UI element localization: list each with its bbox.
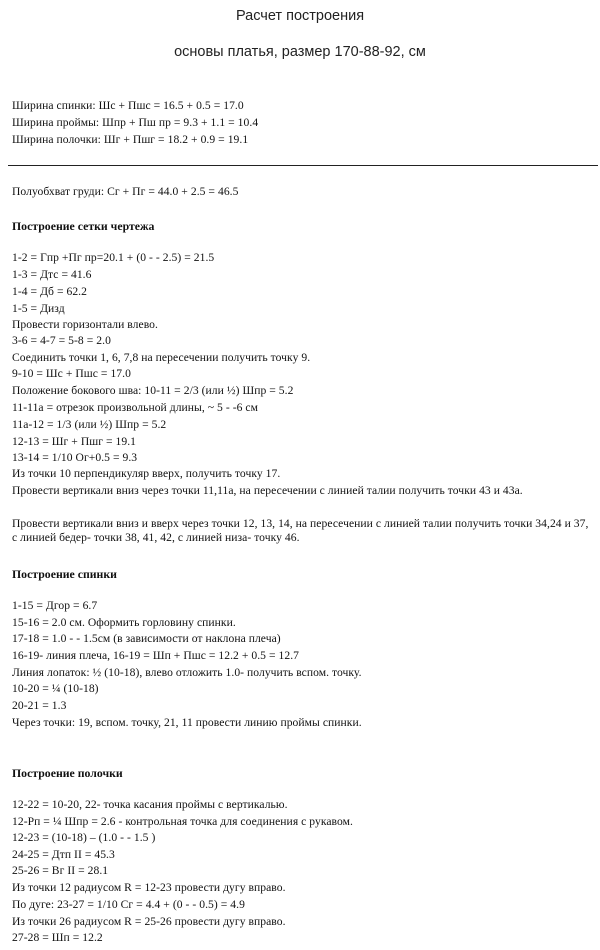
front-line: 24-25 = Дтп II = 45.3	[12, 848, 115, 861]
front-line: 12-23 = (10-18) – (1.0 - - 1.5 )	[12, 831, 156, 844]
width-line: Ширина спинки: Шс + Пшс = 16.5 + 0.5 = 17.0	[12, 99, 244, 112]
section-heading-front: Построение полочки	[12, 766, 123, 780]
grid-line: Положение бокового шва: 10-11 = 2/3 (или ½) Шпр = 5.2	[12, 384, 294, 397]
grid-line: Провести вертикали вниз через точки 11,11а, на пересечении с линией талии получить точки 43 и 43а.	[12, 484, 523, 497]
front-line: 27-28 = Шп = 12.2	[12, 931, 103, 944]
back-line: 10-20 = ¼ (10-18)	[12, 682, 99, 695]
back-line: Линия лопаток: ½ (10-18), влево отложить 1.0- получить вспом. точку.	[12, 666, 362, 679]
width-line: Ширина проймы: Шпр + Пш пр = 9.3 + 1.1 = 10.4	[12, 116, 259, 129]
grid-line: 11а-12 = 1/3 (или ½) Шпр = 5.2	[12, 418, 167, 431]
back-line: 16-19- линия плеча, 16-19 = Шп + Пшс = 12.2 + 0.5 = 12.7	[12, 649, 299, 662]
grid-line: 1-3 = Дтс = 41.6	[12, 268, 92, 281]
section-heading-grid: Построение сетки чертежа	[12, 219, 155, 233]
back-line: 1-15 = Дгор = 6.7	[12, 599, 98, 612]
grid-line: 13-14 = 1/10 Ог+0.5 = 9.3	[12, 451, 138, 464]
page-title: Расчет построения	[235, 8, 365, 24]
grid-line: 12-13 = Шг + Пшг = 19.1	[12, 435, 136, 448]
horizontal-divider	[8, 165, 598, 166]
grid-line: 11-11а = отрезок произвольной длины, ~ 5 - -6 см	[12, 401, 258, 414]
front-line: По дуге: 23-27 = 1/10 Сг = 4.4 + (0 - - 0.5) = 4.9	[12, 898, 245, 911]
bust-girth-line: Полуобхват груди: Сг + Пг = 44.0 + 2.5 = 46.5	[12, 185, 239, 198]
grid-line: 1-4 = Дб = 62.2	[12, 285, 87, 298]
back-line: 15-16 = 2.0 см. Оформить горловину спинки.	[12, 616, 236, 629]
grid-line: Провести горизонтали влево.	[12, 318, 158, 331]
grid-line: Из точки 10 перпендикуляр вверх, получить точку 17.	[12, 467, 281, 480]
section-heading-back: Построение спинки	[12, 567, 117, 581]
grid-line: Соединить точки 1, 6, 7,8 на пересечении получить точку 9.	[12, 351, 311, 364]
front-line: 25-26 = Вг II = 28.1	[12, 864, 109, 877]
front-line: 12-Рп = ¼ Шпр = 2.6 - контрольная точка для соединения с рукавом.	[12, 815, 353, 828]
back-line: 20-21 = 1.3	[12, 699, 67, 712]
grid-line: 1-2 = Гпр +Пг пр=20.1 + (0 - - 2.5) = 21.5	[12, 251, 215, 264]
page-subtitle: основы платья, размер 170-88-92, см	[174, 44, 426, 60]
front-line: 12-22 = 10-20, 22- точка касания проймы с вертикалью.	[12, 798, 288, 811]
back-line: Через точки: 19, вспом. точку, 21, 11 провести линию проймы спинки.	[12, 716, 362, 729]
grid-line: 1-5 = Дизд	[12, 302, 65, 315]
front-line: Из точки 12 радиусом R = 12-23 провести дугу вправо.	[12, 881, 286, 894]
width-line: Ширина полочки: Шг + Пшг = 18.2 + 0.9 = 19.1	[12, 133, 249, 146]
grid-line: 9-10 = Шс + Пшс = 17.0	[12, 367, 131, 380]
grid-line: 3-6 = 4-7 = 5-8 = 2.0	[12, 334, 111, 347]
front-line: Из точки 26 радиусом R = 25-26 провести дугу вправо.	[12, 915, 286, 928]
back-line: 17-18 = 1.0 - - 1.5см (в зависимости от наклона плеча)	[12, 632, 281, 645]
grid-line: Провести вертикали вниз и вверх через точки 12, 13, 14, на пересечении с линией талии получить точки 34,24 и 37, с линией бедер- точки 38, 41, 42, с линией низа- точку 46.	[12, 517, 589, 544]
